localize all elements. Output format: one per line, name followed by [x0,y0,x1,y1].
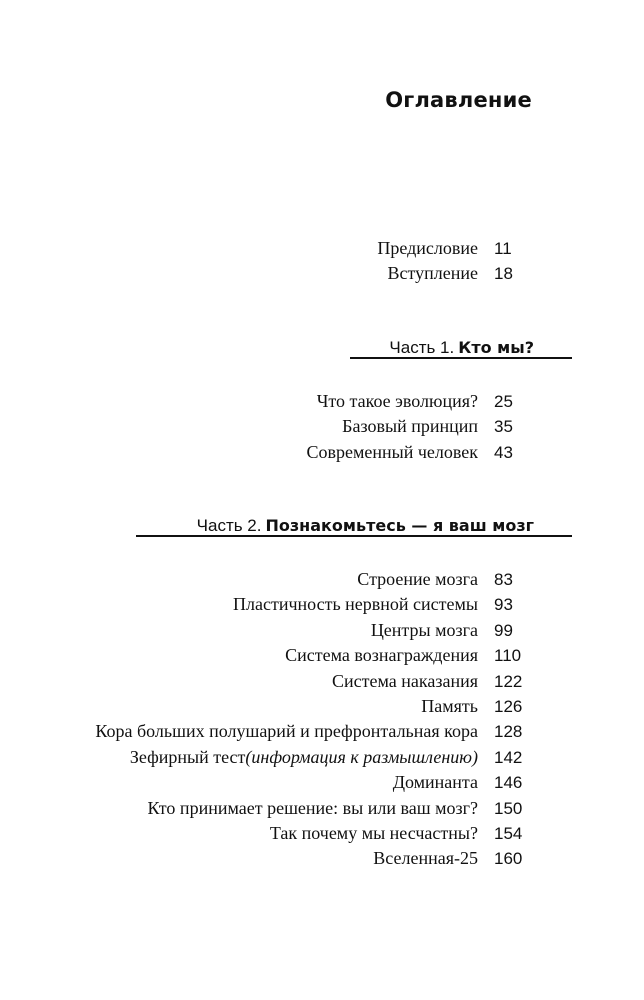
toc-entry[interactable] [0,592,644,617]
entry-page: 18 [494,264,513,284]
part2-name: Познакомьтесь — я ваш мозг [265,516,534,535]
part1-heading[interactable] [389,338,534,358]
toc-entry[interactable] [0,236,644,261]
entry-page: 142 [494,747,523,767]
entry-page: 122 [494,671,523,691]
intro-list [0,236,644,287]
toc-entry[interactable] [0,669,644,694]
entry-page: 99 [494,620,513,640]
entry-label [130,745,478,770]
entry-page: 160 [494,849,523,869]
toc-entry[interactable] [0,567,644,592]
toc-entry[interactable] [0,821,644,846]
entry-label: Строение мозга [357,569,478,589]
toc-entry[interactable] [0,643,644,668]
entry-label: Система вознаграждения [285,645,478,666]
toc-entry[interactable] [0,440,644,465]
entry-page: 146 [494,773,523,793]
toc-entry[interactable] [0,846,644,871]
entry-label: Вступление [387,263,478,284]
part2-underline [136,535,572,537]
entry-label: Что такое эволюция? [316,391,478,411]
toc-entry[interactable] [0,389,644,414]
toc-entry[interactable] [0,770,644,795]
entry-label: Центры мозга [370,619,478,640]
toc-entry[interactable] [0,719,644,744]
part2-prefix: Часть 2. [196,516,262,535]
part1-underline [350,357,572,359]
entry-label-main: Зефирный тест [129,746,246,767]
part1-name: Кто мы? [458,338,534,357]
entry-label: Доминанта [392,772,478,793]
toc-entry[interactable] [0,745,644,770]
toc-entry[interactable] [0,261,644,286]
entry-page: 93 [494,595,513,615]
entry-label: Система наказания [332,670,478,691]
entry-label: Память [421,695,478,716]
entry-label: Базовый принцип [342,416,478,437]
toc-entry[interactable] [0,618,644,643]
toc-entry[interactable] [0,694,644,719]
entry-page: 83 [494,570,513,589]
entry-page: 150 [494,798,523,818]
part2-list [0,567,644,872]
entry-page: 126 [494,696,523,716]
entry-label: Так почему мы несчастны? [269,822,478,843]
part2-heading[interactable] [197,516,534,536]
entry-page: 110 [494,646,522,666]
entry-label: Кора больших полушарий и префронтальная кора [95,721,478,742]
entry-page: 154 [494,823,523,843]
toc-entry[interactable] [0,414,644,439]
entry-label: Современный человек [306,441,478,462]
entry-label-note: (информация к размышлению) [245,746,478,767]
entry-page: 43 [494,442,513,462]
entry-page: 25 [494,392,513,411]
entry-label: Вселенная-25 [373,848,478,869]
toc-title: Оглавление [385,88,532,112]
entry-page: 128 [494,722,523,742]
entry-label: Предисловие [377,238,478,258]
entry-page: 11 [494,239,512,258]
entry-label: Кто принимает решение: вы или ваш мозг? [147,797,478,818]
entry-label: Пластичность нервной системы [233,594,478,615]
part1-list [0,389,644,465]
part1-prefix: Часть 1. [389,338,455,357]
entry-page: 35 [494,417,513,437]
toc-entry[interactable] [0,796,644,821]
